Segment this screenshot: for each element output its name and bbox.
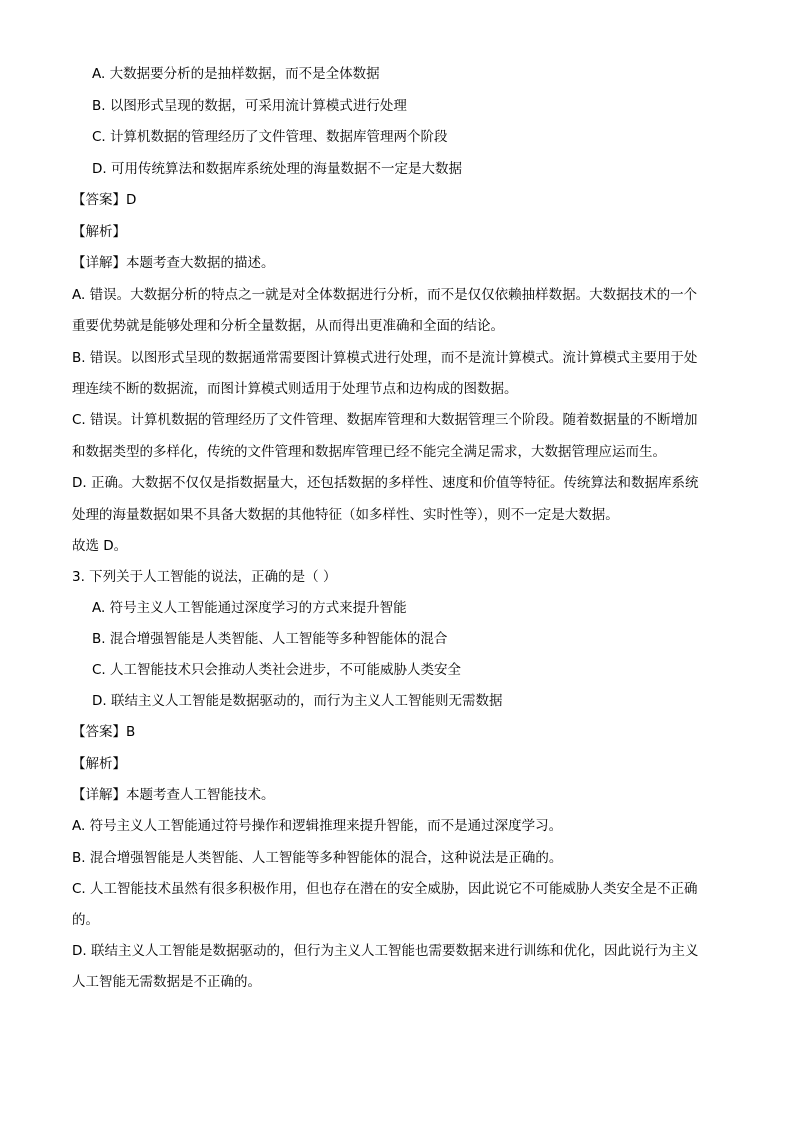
q3-explanation-line: C. 人工智能技术虽然有很多积极作用，但也存在潜在的安全威胁，因此说它不可能威胁人类安全是不正确 <box>72 881 698 897</box>
q3-option-b: B. 混合增强智能是人类智能、人工智能等多种智能体的混合 <box>92 631 448 647</box>
q2-explanation-line: C. 错误。计算机数据的管理经历了文件管理、数据库管理和大数据管理三个阶段。随着数据量的不断增加 <box>72 412 698 428</box>
q3-explanation-line: B. 混合增强智能是人类智能、人工智能等多种智能体的混合，这种说法是正确的。 <box>72 850 563 866</box>
q3-analysis-label: 【解析】 <box>72 756 126 772</box>
q2-option-d: D. 可用传统算法和数据库系统处理的海量数据不一定是大数据 <box>92 161 462 177</box>
q2-option-a: A. 大数据要分析的是抽样数据，而不是全体数据 <box>92 66 380 82</box>
q2-explanation-line: 理连续不断的数据流，而图计算模式则适用于处理节点和边构成的图数据。 <box>72 381 518 397</box>
q2-detail: 【详解】本题考查大数据的描述。 <box>72 255 275 271</box>
q3-detail: 【详解】本题考查人工智能技术。 <box>72 787 275 803</box>
q2-conclusion: 故选 D。 <box>72 538 128 554</box>
q2-answer: 【答案】D <box>72 192 137 208</box>
q3-explanation-line: A. 符号主义人工智能通过符号操作和逻辑推理来提升智能，而不是通过深度学习。 <box>72 818 563 834</box>
q2-explanation-line: 处理的海量数据如果不具备大数据的其他特征（如多样性、实时性等），则不一定是大数据。 <box>72 507 619 523</box>
q2-explanation-line: 和数据类型的多样化，传统的文件管理和数据库管理已经不能完全满足需求，大数据管理应运而生。 <box>72 444 666 460</box>
q2-explanation-line: D. 正确。大数据不仅仅是指数据量大，还包括数据的多样性、速度和价值等特征。传统算法和数据库系统 <box>72 475 699 491</box>
q3-explanation-line: D. 联结主义人工智能是数据驱动的，但行为主义人工智能也需要数据来进行训练和优化，因此说行为主义 <box>72 943 699 959</box>
q3-explanation-line: 的。 <box>72 912 99 928</box>
q3-option-a: A. 符号主义人工智能通过深度学习的方式来提升智能 <box>92 600 407 616</box>
q2-explanation-line: A. 错误。大数据分析的特点之一就是对全体数据进行分析，而不是仅仅依赖抽样数据。大数据技术的一个 <box>72 287 698 303</box>
q3-option-d: D. 联结主义人工智能是数据驱动的，而行为主义人工智能则无需数据 <box>92 693 503 709</box>
q3-option-c: C. 人工智能技术只会推动人类社会进步，不可能威胁人类安全 <box>92 662 462 678</box>
q3-answer: 【答案】B <box>72 724 136 740</box>
q2-option-b: B. 以图形式呈现的数据，可采用流计算模式进行处理 <box>92 98 407 114</box>
q3-explanation-line: 人工智能无需数据是不正确的。 <box>72 974 261 990</box>
q3-stem: 3. 下列关于人工智能的说法，正确的是（ ） <box>72 569 337 585</box>
q2-explanation-line: B. 错误。以图形式呈现的数据通常需要图计算模式进行处理，而不是流计算模式。流计算模式主要用于处 <box>72 350 698 366</box>
q2-explanation-line: 重要优势就是能够处理和分析全量数据，从而得出更准确和全面的结论。 <box>72 318 504 334</box>
q2-option-c: C. 计算机数据的管理经历了文件管理、数据库管理两个阶段 <box>92 129 448 145</box>
q2-analysis-label: 【解析】 <box>72 224 126 240</box>
